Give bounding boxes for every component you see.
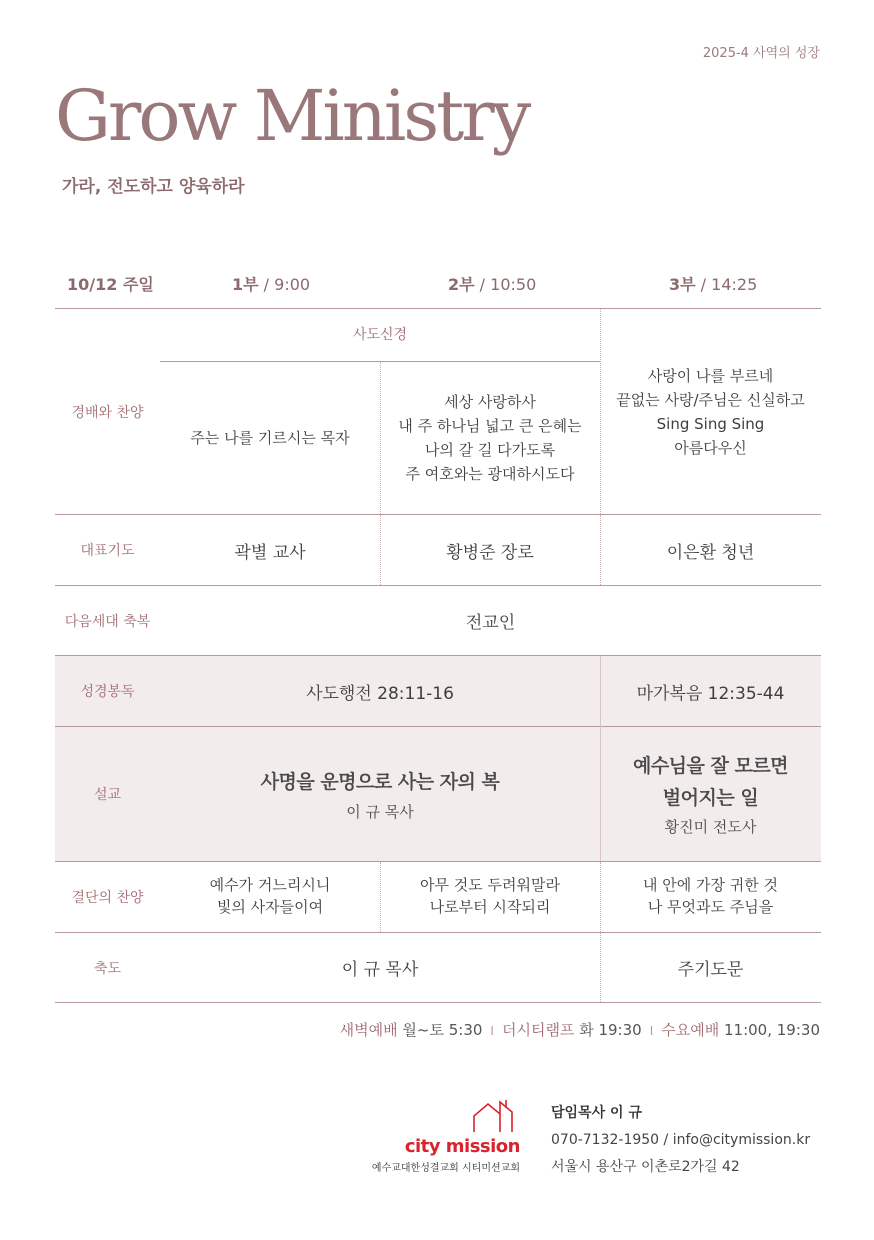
worship-service-1: 주는 나를 기르시는 목자 [190,429,350,447]
row-label-reading: 성경봉독 [80,684,135,700]
row-label-response: 결단의 찬양 [71,890,144,906]
row-label-blessing: 다음세대 축복 [64,613,151,630]
benediction-service-3: 주기도문 [677,960,744,980]
benediction-service-1-2: 이 규 목사 [341,960,419,980]
service-1-header: 1부 / 9:00 [232,275,311,294]
row-label-worship: 경배와 찬양 [71,404,144,421]
sermon-title: 예수님을 잘 모르면 벌어지는 일 [632,755,789,809]
worship-service-3: 사랑이 나를 부르네 끝없는 사랑/주님은 신실하고 Sing Sing Sing 아름다우신 [616,366,805,457]
row-label-prayer: 대표기도 [80,543,135,559]
page-subtitle: 가라, 전도하고 양육하라 [62,177,245,197]
sermon-service-1-2 [160,727,600,861]
sermon-preacher: 황진미 전도사 [664,817,757,836]
address: 서울시 용산구 이촌로2가길 42 [551,1159,740,1175]
series-label: 2025-4 사역의 성장 [702,46,820,61]
logo-church-name: 예수교대한성결교회 시티미션교회 [371,1163,520,1174]
other-services: 새벽예배 월~토 5:30 I 더시티램프 화 19:30 I 수요예배 11:00, 19:30 [339,1021,820,1039]
schedule-date: 10/12 주일 [67,275,154,294]
worship-service-2: 세상 사랑하사 내 주 하나님 넓고 큰 은혜는 나의 갈 길 다가도록 주 여호와는 광대하시도다 [398,393,582,483]
prayer-service-1: 곽별 교사 [234,542,306,563]
table-bottom [55,1002,821,1003]
response-service-2: 아무 것도 두려워말라 나로부터 시작되리 [420,876,560,916]
phone-email: 070-7132-1950 / info@citymission.kr [551,1132,811,1148]
prayer-service-3: 이은환 청년 [666,542,755,563]
sermon-title: 사명을 운명으로 사는 자의 복 [260,771,500,794]
prayer-service-2: 황병준 장로 [446,542,534,563]
service-2-header: 2부 / 10:50 [448,275,537,294]
response-service-3: 내 안에 가장 귀한 것 나 무엇과도 주님을 [643,876,778,916]
house-outline-icon [468,1098,520,1134]
sermon-service-3 [600,727,821,861]
service-3-header: 3부 / 14:25 [669,275,758,294]
row-label-sermon: 설교 [93,787,122,803]
sermon-preacher: 이 규 목사 [346,802,414,821]
senior-pastor: 담임목사 이 규 [551,1105,642,1121]
blessing-value: 전교인 [465,613,516,633]
reading-service-1-2: 사도행전 28:11-16 [306,683,454,704]
logo-name: city mission [404,1136,520,1157]
creed-cell: 사도신경 [352,326,408,343]
contact-info [551,1100,810,1181]
response-service-1: 예수가 거느리시니 빛의 사자들이여 [209,876,331,916]
page-title: Grow Ministry [55,75,529,157]
row-label-benediction: 축도 [93,960,122,977]
church-logo [360,1098,525,1178]
reading-service-3: 마가복음 12:35-44 [636,683,785,704]
